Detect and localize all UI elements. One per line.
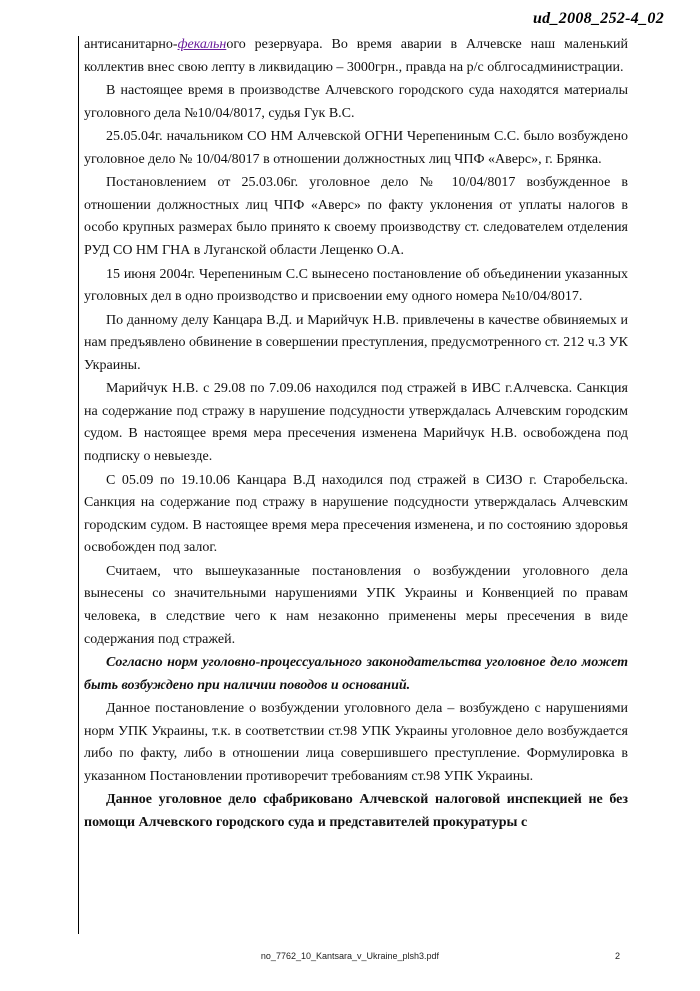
paragraph-bold: Данное уголовное дело сфабриковано Алчевской налоговой инспекцией не без помощи Алчевского городского суда и представителей прокуратуры с	[84, 792, 628, 830]
page-number: 2	[614, 951, 620, 961]
paragraph-text-post: ого резервуара. Во время аварии в Алчевске наш маленький коллектив внес свою лепту в ликвидацию – 3000грн., правда на р/с облгосадминистрации.	[84, 37, 628, 75]
paragraph: Данное постановление о возбуждении уголовного дела – возбуждено с нарушениями норм УПК Украины, т.к. в соответствии ст.98 УПК Украины уголовное дело возбуждается либо по факту, либо в отношении лица совершившего преступление. Формулировка в указанном Постановлении противоречит требованиям ст.98 УПК Украины.	[84, 701, 628, 784]
footer-filename: no_7762_10_Kantsara_v_Ukraine_plsh3.pdf	[260, 951, 440, 961]
paragraph: Считаем, что вышеуказанные постановления о возбуждении уголовного дела вынесены со значительными нарушениями УПК Украины и Конвенцией по правам человека, в следствие чего к нам незаконно применены меры пресечения в виде содержания под стражей.	[84, 563, 628, 647]
paragraph: Постановлением от 25.03.06г. уголовное дело № 10/04/8017 возбужденное в отношении должностных лиц ЧПФ «Аверс» по факту уклонения от уплаты налогов в особо крупных размерах было принято к своему производству ст. следователем отделения РУД СО НМ ГНА в Луганской области Лещенко О.А.	[84, 175, 628, 259]
paragraph-text-pre: антисанитарно-	[84, 37, 178, 52]
paragraph: 25.05.04г. начальником СО НМ Алчевской ОГНИ Черепениным С.С. было возбуждено уголовное дело № 10/04/8017 в отношении должностных лиц ЧПФ «Аверс», г. Брянка.	[84, 129, 628, 167]
paragraph: 15 июня 2004г. Черепениным С.С вынесено постановление об объединении указанных уголовных дел в одно производство и присвоении ему одного номера №10/04/8017.	[84, 266, 628, 305]
highlighted-word-link[interactable]: фекальн	[177, 37, 227, 52]
paragraph: Марийчук Н.В. с 29.08 по 7.09.06 находился под стражей в ИВС г.Алчевска. Санкция на содержание под стражу в нарушение подсудности утверждалась Алчевским городским судом. В настоящее время мера пресечения изменена Марийчук Н.В. освобождена под подписку о невыезде.	[84, 381, 628, 465]
paragraph: С 05.09 по 19.10.06 Канцара В.Д находился под стражей в СИЗО г. Старобельска. Санкция на содержание под стражу в нарушение подсудности утверждалась Алчевским городским судом. В настоящее время мера пресечения изменена, и по состоянию здоровья освобожден под залог.	[84, 472, 628, 556]
paragraph-continuation	[84, 34, 628, 79]
document-id: ud_2008_252-4_02	[532, 10, 664, 27]
paragraph-emphasis: Согласно норм уголовно-процессуального законодательства уголовное дело может быть возбуждено при наличии поводов и оснований.	[84, 655, 628, 693]
paragraph: В настоящее время в производстве Алчевского городского суда находятся материалы уголовного дела №10/04/8017, судья Гук В.С.	[84, 83, 628, 121]
document-body	[84, 34, 628, 835]
margin-line	[78, 36, 79, 934]
paragraph: По данному делу Канцара В.Д. и Марийчук Н.В. привлечены в качестве обвиняемых и нам предъявлено обвинение в совершении преступления, предусмотренного ст. 212 ч.3 УК Украины.	[84, 312, 628, 373]
